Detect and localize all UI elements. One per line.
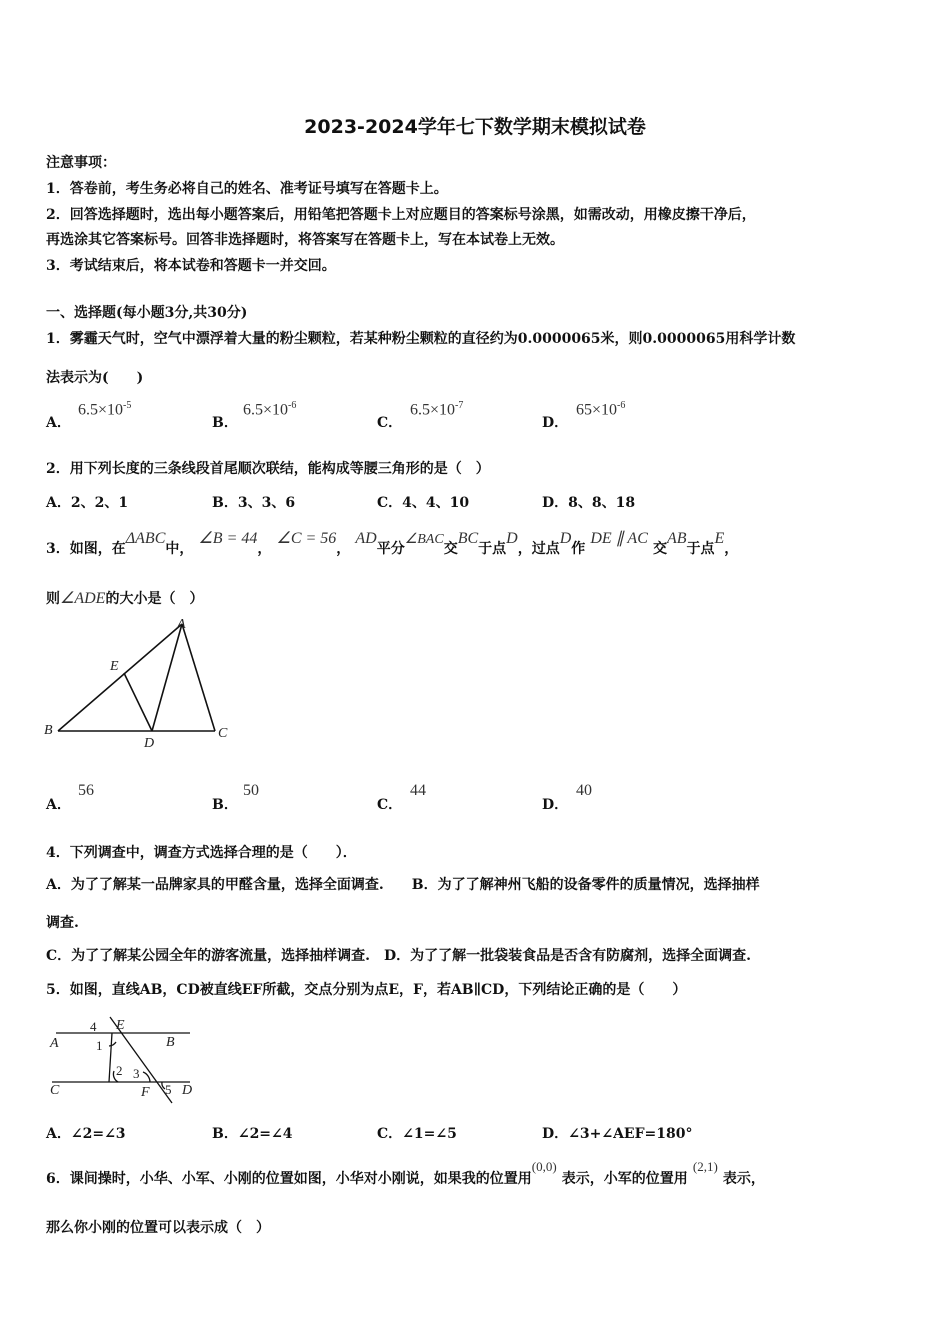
q3-segment-ac [182,624,215,731]
notice-line-3: 3．考试结束后，将本试卷和答题卡一并交回。 [46,258,336,274]
q3-label-b: B [44,723,53,738]
q1-option-a-label: A． [46,415,71,431]
q3-option-d-value: 40 [576,782,592,799]
q6-stem-line1: 6．课间操时，小华、小军、小刚的位置如图，小华对小刚说，如果我的位置用(0,0) 表示，小军的位置用 (2,1) 表示， [46,1159,765,1187]
q2-stem: 2．用下列长度的三条线段首尾顺次联结，能构成等腰三角形的是（ ） [46,461,490,477]
q5-angle-label-2: 2 [116,1063,123,1078]
notice-line-2b: 再选涂其它答案标号。回答非选择题时，将答案写在答题卡上，写在本试卷上无效。 [46,232,564,248]
q5-label-b: B [166,1035,175,1050]
q1-option-d-label: D． [542,415,569,431]
q2-option-c: C．4、4、10 [377,495,470,511]
q1-option-d-value: $65\times 10^{-6}$ [576,400,626,419]
q4-stem: 4．下列调查中，调查方式选择合理的是（ ）． [46,845,357,861]
q3-option-d-label: D． [542,797,569,813]
notice-line-1: 1．答卷前，考生务必将自己的姓名、准考证号填写在答题卡上。 [46,181,448,197]
q5-parallel-lines-figure [44,1008,204,1108]
q3-option-c-value: 44 [410,782,426,799]
q5-label-f: F [141,1085,150,1100]
q3-segment-ba [58,624,182,731]
q5-angle-label-4: 4 [90,1019,97,1034]
q3-option-b-value: 50 [243,782,259,799]
q5-angle-3-arc [143,1072,150,1082]
q1-option-b-label: B． [212,415,238,431]
q1-option-b-value: $6.5\times 10^{-6}$ [243,400,297,419]
q2-option-d: D．8、8、18 [542,495,636,511]
q5-label-a: A [50,1036,59,1051]
q3-stem-line1: 3．如图，在ΔABC中， ∠B = 44， ∠C = 56， AD平分∠BAC交BC于点D，过点D作 DE ∥ AC 交AB于点E， [46,530,739,557]
q1-stem-line1: 1．雾霾天气时，空气中漂浮着大量的粉尘颗粒，若某种粉尘颗粒的直径约为0.0000065米，则0.0000065用科学计数 [46,331,796,347]
q3-segment-de [124,673,152,731]
q4-options-line3: C．为了了解某公园全年的游客流量，选择抽样调查. D．为了了解一批袋装食品是否含有防腐剂，选择全面调查. [46,948,752,964]
q5-angle-label-1: 1 [96,1038,103,1053]
q5-line-inner [109,1033,112,1082]
q5-option-b: B．∠2=∠4 [212,1126,293,1142]
q3-stem-line2: 则∠ADE的大小是（ ） [46,590,204,607]
q3-label-a: A [177,617,186,632]
q5-option-d: D．∠3+∠AEF=180° [542,1126,693,1142]
q3-triangle-figure [40,612,240,754]
q3-option-a-label: A． [46,797,71,813]
notice-heading: 注意事项： [46,155,116,171]
q1-option-c-value: $6.5\times 10^{-7}$ [410,400,464,419]
q4-options-line2: 调查. [46,915,79,931]
section-heading: 一、选择题(每小题3分,共30分) [46,305,248,321]
q5-option-a: A．∠2=∠3 [46,1126,126,1142]
q2-option-a: A．2、2、1 [46,495,129,511]
q5-stem: 5．如图，直线AB，CD被直线EF所截，交点分别为点E，F，若AB∥CD，下列结论正确的是（ ） [46,982,687,998]
q5-option-c: C．∠1=∠5 [377,1126,457,1142]
q3-option-b-label: B． [212,797,238,813]
q3-segment-ad [152,624,182,731]
q3-label-d: D [144,736,155,751]
q3-label-c: C [218,726,228,741]
q1-option-c-label: C． [377,415,403,431]
q3-option-a-value: 56 [78,782,94,799]
q5-label-c: C [50,1083,60,1098]
notice-line-2a: 2．回答选择题时，选出每小题答案后，用铅笔把答题卡上对应题目的答案标号涂黑，如需改动，用橡皮擦干净后， [46,207,756,223]
q3-option-c-label: C． [377,797,403,813]
q5-label-e: E [116,1018,125,1033]
q2-option-b: B．3、3、6 [212,495,296,511]
page-title: 2023-2024学年七下数学期末模拟试卷 [304,116,646,138]
q5-label-d: D [182,1083,193,1098]
q5-angle-label-5: 5 [165,1082,172,1097]
q1-option-a-value: $6.5\times 10^{-5}$ [78,400,132,419]
q3-label-e: E [110,659,119,674]
q1-stem-line2: 法表示为( ) [46,370,144,386]
q4-options-line1: A．为了了解某一品牌家具的甲醛含量，选择全面调查. B．为了了解神州飞船的设备零件的质量情况，选择抽样 [46,877,760,893]
q5-angle-1-arc [109,1042,116,1046]
q5-angle-label-3: 3 [133,1066,140,1081]
q6-stem-line2: 那么你小刚的位置可以表示成（ ） [46,1220,270,1236]
